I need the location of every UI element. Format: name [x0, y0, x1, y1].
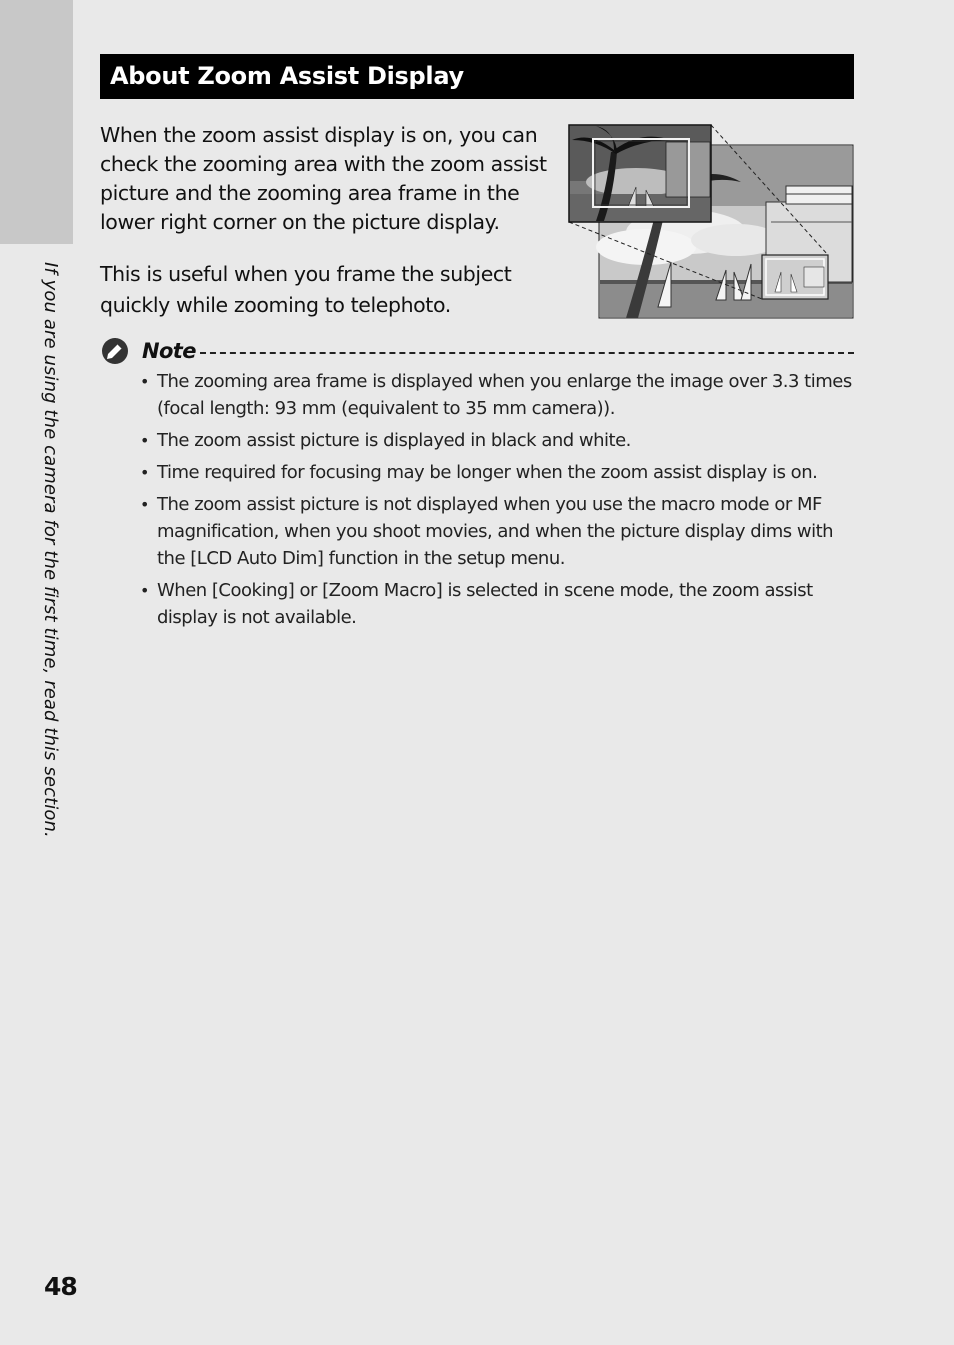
- side-tab: [0, 0, 73, 244]
- list-item-text: When [Cooking] or [Zoom Macro] is selected in scene mode, the zoom assist display is not available.: [157, 580, 813, 628]
- note-divider: [200, 352, 854, 354]
- list-item: [140, 368, 855, 422]
- list-item-text: The zoom assist picture is displayed in black and white.: [157, 430, 631, 451]
- bullet: •: [140, 372, 149, 391]
- list-item-text: Time required for focusing may be longer when the zoom assist display is on.: [157, 462, 818, 483]
- bullet: •: [140, 463, 149, 482]
- list-item: [140, 459, 855, 486]
- bullet: •: [140, 495, 149, 514]
- note-heading: [100, 336, 854, 366]
- bullet: •: [140, 431, 149, 450]
- note-list: [140, 368, 855, 636]
- bullet: •: [140, 581, 149, 600]
- intro-paragraph: When the zoom assist display is on, you can check the zooming area with the zoom assist picture and the zooming area frame in the lower right corner on the picture display.: [100, 123, 547, 234]
- page-number: 48: [44, 1272, 77, 1301]
- note-label: Note: [142, 339, 196, 363]
- section-title: About Zoom Assist Display: [100, 54, 854, 99]
- list-item: [140, 491, 855, 572]
- side-section-label: If you are using the camera for the first time, read this section.: [40, 262, 61, 838]
- zoom-assist-picture: [569, 125, 711, 222]
- note-pencil-icon: [100, 336, 130, 366]
- list-item-text: The zoom assist picture is not displayed when you use the macro mode or MF magnification, when you shoot movies, and when the picture display dims with the [LCD Auto Dim] function in the setup menu.: [157, 494, 834, 569]
- list-item: [140, 427, 855, 454]
- zoom-assist-illustration: [566, 122, 856, 322]
- list-item: [140, 577, 855, 631]
- intro-paragraph-2: This is useful when you frame the subject quickly while zooming to telephoto.: [100, 262, 512, 317]
- list-item-text: The zooming area frame is displayed when you enlarge the image over 3.3 times (focal length: 93 mm (equivalent to 35 mm camera)).: [157, 371, 852, 419]
